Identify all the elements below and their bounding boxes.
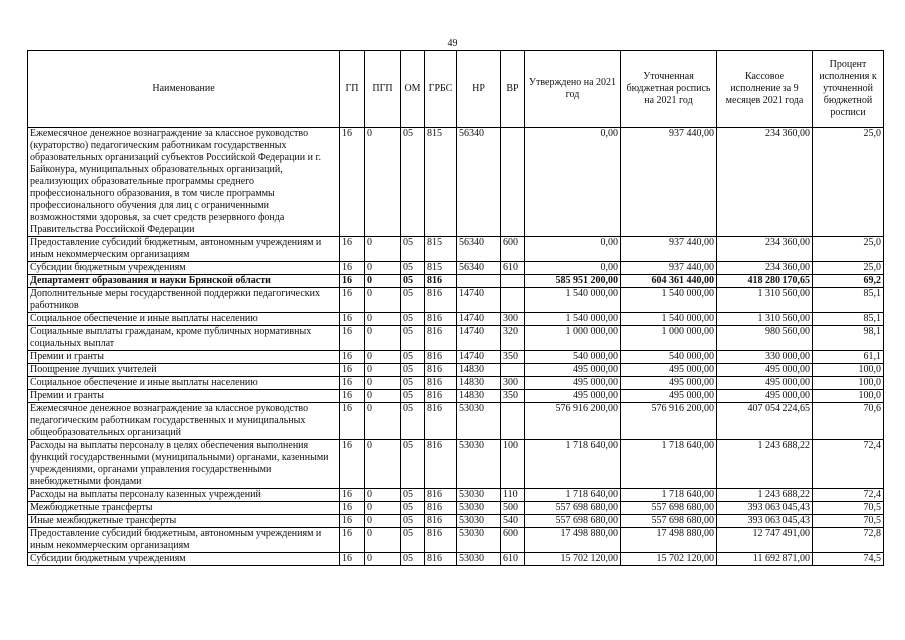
- cell-approved: 0,00: [525, 262, 621, 275]
- cell-ppgp: 0: [365, 440, 401, 489]
- cell-om: 05: [401, 288, 425, 313]
- cell-ppgp: 0: [365, 502, 401, 515]
- cell-cash: 418 280 170,65: [717, 275, 813, 288]
- cell-vr: 110: [501, 489, 525, 502]
- cell-ppgp: 0: [365, 403, 401, 440]
- table-row: [28, 403, 884, 440]
- cell-np: [457, 275, 501, 288]
- header-percent: Процент исполнения к уточненной бюджетной росписи: [813, 51, 884, 128]
- cell-ppgp: 0: [365, 275, 401, 288]
- cell-np: 56340: [457, 128, 501, 237]
- cell-cash: 1 310 560,00: [717, 313, 813, 326]
- cell-name: Поощрение лучших учителей: [28, 364, 340, 377]
- cell-vr: [501, 403, 525, 440]
- cell-gp: 16: [340, 440, 365, 489]
- cell-ppgp: 0: [365, 515, 401, 528]
- cell-om: 05: [401, 553, 425, 566]
- cell-approved: 0,00: [525, 128, 621, 237]
- cell-name: Премии и гранты: [28, 390, 340, 403]
- cell-percent: 72,4: [813, 489, 884, 502]
- table-row: [28, 326, 884, 351]
- table-row: [28, 440, 884, 489]
- cell-grbs: 815: [425, 262, 457, 275]
- cell-gp: 16: [340, 377, 365, 390]
- cell-grbs: 815: [425, 237, 457, 262]
- header-approved: Утверждено на 2021 год: [525, 51, 621, 128]
- table-row: [28, 553, 884, 566]
- cell-cash: 393 063 045,43: [717, 515, 813, 528]
- cell-om: 05: [401, 515, 425, 528]
- header-refined: Уточненная бюджетная роспись на 2021 год: [621, 51, 717, 128]
- cell-gp: 16: [340, 275, 365, 288]
- cell-om: 05: [401, 128, 425, 237]
- cell-name: Дополнительные меры государственной поддержки педагогических работников: [28, 288, 340, 313]
- table-row: [28, 377, 884, 390]
- cell-om: 05: [401, 275, 425, 288]
- cell-refined: 937 440,00: [621, 128, 717, 237]
- cell-grbs: 816: [425, 351, 457, 364]
- cell-percent: 25,0: [813, 128, 884, 237]
- cell-gp: 16: [340, 515, 365, 528]
- cell-gp: 16: [340, 288, 365, 313]
- header-cash: Кассовое исполнение за 9 месяцев 2021 года: [717, 51, 813, 128]
- cell-approved: 15 702 120,00: [525, 553, 621, 566]
- cell-ppgp: 0: [365, 237, 401, 262]
- cell-name: Социальные выплаты гражданам, кроме публичных нормативных социальных выплат: [28, 326, 340, 351]
- cell-cash: 11 692 871,00: [717, 553, 813, 566]
- cell-vr: 350: [501, 351, 525, 364]
- cell-refined: 937 440,00: [621, 262, 717, 275]
- cell-name: Социальное обеспечение и иные выплаты населению: [28, 377, 340, 390]
- table-row: [28, 390, 884, 403]
- cell-om: 05: [401, 403, 425, 440]
- cell-percent: 74,5: [813, 553, 884, 566]
- cell-np: 14740: [457, 313, 501, 326]
- header-name: Наименование: [28, 51, 340, 128]
- cell-ppgp: 0: [365, 262, 401, 275]
- cell-grbs: 815: [425, 128, 457, 237]
- cell-refined: 557 698 680,00: [621, 515, 717, 528]
- cell-np: 53030: [457, 489, 501, 502]
- cell-vr: 350: [501, 390, 525, 403]
- cell-approved: 1 540 000,00: [525, 313, 621, 326]
- cell-om: 05: [401, 489, 425, 502]
- cell-gp: 16: [340, 489, 365, 502]
- cell-name: Ежемесячное денежное вознаграждение за классное руководство (кураторство) педагогическим работникам государственных образовательных организаций субъектов Российской Федерации и г. Байконура, муниципальных образовательных организаций, реализующих образовательные программы среднего профессионального образования, в том числе программы профессионального обучения для лиц с ограниченными возможностями здоровья, за счет средств резервного фонда Правительства Российской Федерации: [28, 128, 340, 237]
- cell-om: 05: [401, 364, 425, 377]
- cell-approved: 1 540 000,00: [525, 288, 621, 313]
- cell-gp: 16: [340, 237, 365, 262]
- cell-cash: 234 360,00: [717, 262, 813, 275]
- cell-percent: 70,6: [813, 403, 884, 440]
- cell-percent: 72,4: [813, 440, 884, 489]
- cell-percent: 100,0: [813, 364, 884, 377]
- cell-gp: 16: [340, 313, 365, 326]
- cell-cash: 980 560,00: [717, 326, 813, 351]
- cell-refined: 495 000,00: [621, 377, 717, 390]
- cell-approved: 576 916 200,00: [525, 403, 621, 440]
- cell-np: 14740: [457, 326, 501, 351]
- cell-grbs: 816: [425, 553, 457, 566]
- cell-gp: 16: [340, 262, 365, 275]
- cell-vr: 610: [501, 553, 525, 566]
- cell-vr: [501, 364, 525, 377]
- cell-om: 05: [401, 237, 425, 262]
- cell-name: Субсидии бюджетным учреждениям: [28, 553, 340, 566]
- cell-ppgp: 0: [365, 364, 401, 377]
- cell-percent: 61,1: [813, 351, 884, 364]
- page-number: 49: [447, 38, 458, 49]
- cell-om: 05: [401, 313, 425, 326]
- cell-approved: 0,00: [525, 237, 621, 262]
- cell-om: 05: [401, 262, 425, 275]
- cell-np: 53030: [457, 440, 501, 489]
- header-np: НР: [457, 51, 501, 128]
- cell-np: 14830: [457, 377, 501, 390]
- table-row: [28, 237, 884, 262]
- cell-approved: 540 000,00: [525, 351, 621, 364]
- cell-refined: 937 440,00: [621, 237, 717, 262]
- cell-ppgp: 0: [365, 326, 401, 351]
- cell-grbs: 816: [425, 313, 457, 326]
- cell-om: 05: [401, 528, 425, 553]
- cell-percent: 70,5: [813, 515, 884, 528]
- cell-percent: 85,1: [813, 313, 884, 326]
- table-row: [28, 515, 884, 528]
- cell-vr: 300: [501, 313, 525, 326]
- cell-refined: 576 916 200,00: [621, 403, 717, 440]
- header-vr: ВР: [501, 51, 525, 128]
- cell-grbs: 816: [425, 288, 457, 313]
- cell-grbs: 816: [425, 515, 457, 528]
- cell-gp: 16: [340, 364, 365, 377]
- cell-refined: 1 540 000,00: [621, 288, 717, 313]
- cell-cash: 407 054 224,65: [717, 403, 813, 440]
- cell-grbs: 816: [425, 528, 457, 553]
- cell-refined: 1 540 000,00: [621, 313, 717, 326]
- cell-om: 05: [401, 351, 425, 364]
- table-row: [28, 288, 884, 313]
- cell-np: 56340: [457, 237, 501, 262]
- table-row: [28, 528, 884, 553]
- cell-ppgp: 0: [365, 553, 401, 566]
- cell-refined: 17 498 880,00: [621, 528, 717, 553]
- cell-refined: 540 000,00: [621, 351, 717, 364]
- cell-percent: 98,1: [813, 326, 884, 351]
- cell-refined: 495 000,00: [621, 390, 717, 403]
- cell-approved: 557 698 680,00: [525, 515, 621, 528]
- cell-refined: 1 718 640,00: [621, 440, 717, 489]
- cell-ppgp: 0: [365, 128, 401, 237]
- cell-percent: 69,2: [813, 275, 884, 288]
- cell-np: 53030: [457, 515, 501, 528]
- cell-np: 53030: [457, 553, 501, 566]
- cell-refined: 557 698 680,00: [621, 502, 717, 515]
- cell-gp: 16: [340, 128, 365, 237]
- cell-percent: 25,0: [813, 262, 884, 275]
- cell-gp: 16: [340, 502, 365, 515]
- cell-np: 53030: [457, 502, 501, 515]
- cell-om: 05: [401, 390, 425, 403]
- cell-name: Департамент образования и науки Брянской области: [28, 275, 340, 288]
- cell-cash: 393 063 045,43: [717, 502, 813, 515]
- cell-ppgp: 0: [365, 288, 401, 313]
- cell-name: Ежемесячное денежное вознаграждение за классное руководство педагогическим работникам государственных и муниципальных общеобразовательных организаций: [28, 403, 340, 440]
- cell-cash: 1 243 688,22: [717, 489, 813, 502]
- cell-grbs: 816: [425, 440, 457, 489]
- cell-grbs: 816: [425, 403, 457, 440]
- cell-cash: 495 000,00: [717, 390, 813, 403]
- table-row: [28, 502, 884, 515]
- cell-name: Расходы на выплаты персоналу казенных учреждений: [28, 489, 340, 502]
- cell-np: 56340: [457, 262, 501, 275]
- cell-cash: 1 310 560,00: [717, 288, 813, 313]
- cell-cash: 234 360,00: [717, 237, 813, 262]
- cell-percent: 72,8: [813, 528, 884, 553]
- cell-ppgp: 0: [365, 489, 401, 502]
- cell-approved: 1 718 640,00: [525, 440, 621, 489]
- cell-om: 05: [401, 440, 425, 489]
- cell-grbs: 816: [425, 377, 457, 390]
- cell-vr: 100: [501, 440, 525, 489]
- header-row: [28, 51, 884, 128]
- cell-vr: 320: [501, 326, 525, 351]
- header-om: ОМ: [401, 51, 425, 128]
- cell-vr: [501, 128, 525, 237]
- cell-gp: 16: [340, 403, 365, 440]
- cell-np: 14740: [457, 288, 501, 313]
- cell-percent: 70,5: [813, 502, 884, 515]
- cell-grbs: 816: [425, 390, 457, 403]
- table-row: [28, 364, 884, 377]
- cell-ppgp: 0: [365, 390, 401, 403]
- cell-approved: 495 000,00: [525, 390, 621, 403]
- cell-cash: 495 000,00: [717, 377, 813, 390]
- cell-grbs: 816: [425, 502, 457, 515]
- cell-approved: 495 000,00: [525, 377, 621, 390]
- cell-name: Предоставление субсидий бюджетным, автономным учреждениям и иным некоммерческим организациям: [28, 528, 340, 553]
- cell-name: Предоставление субсидий бюджетным, автономным учреждениям и иным некоммерческим организациям: [28, 237, 340, 262]
- cell-refined: 604 361 440,00: [621, 275, 717, 288]
- cell-cash: 495 000,00: [717, 364, 813, 377]
- cell-name: Субсидии бюджетным учреждениям: [28, 262, 340, 275]
- cell-percent: 85,1: [813, 288, 884, 313]
- cell-vr: 600: [501, 237, 525, 262]
- header-grbs: ГРБС: [425, 51, 457, 128]
- cell-refined: 495 000,00: [621, 364, 717, 377]
- table-row: [28, 275, 884, 288]
- cell-ppgp: 0: [365, 528, 401, 553]
- header-gp: ГП: [340, 51, 365, 128]
- cell-np: 14830: [457, 364, 501, 377]
- cell-vr: 540: [501, 515, 525, 528]
- cell-om: 05: [401, 502, 425, 515]
- cell-cash: 234 360,00: [717, 128, 813, 237]
- cell-approved: 585 951 200,00: [525, 275, 621, 288]
- cell-np: 14830: [457, 390, 501, 403]
- cell-name: Иные межбюджетные трансферты: [28, 515, 340, 528]
- cell-grbs: 816: [425, 489, 457, 502]
- cell-gp: 16: [340, 553, 365, 566]
- cell-om: 05: [401, 377, 425, 390]
- cell-np: 53030: [457, 403, 501, 440]
- cell-name: Премии и гранты: [28, 351, 340, 364]
- cell-cash: 1 243 688,22: [717, 440, 813, 489]
- header-ppgp: ПГП: [365, 51, 401, 128]
- cell-vr: 500: [501, 502, 525, 515]
- cell-vr: [501, 288, 525, 313]
- cell-name: Межбюджетные трансферты: [28, 502, 340, 515]
- cell-grbs: 816: [425, 364, 457, 377]
- cell-approved: 495 000,00: [525, 364, 621, 377]
- cell-grbs: 816: [425, 326, 457, 351]
- table-row: [28, 128, 884, 237]
- cell-name: Расходы на выплаты персоналу в целях обеспечения выполнения функций государственными (муниципальными) органами, казенными учреждениями, органами управления государственными внебюджетными фондами: [28, 440, 340, 489]
- cell-refined: 1 718 640,00: [621, 489, 717, 502]
- cell-name: Социальное обеспечение и иные выплаты населению: [28, 313, 340, 326]
- cell-gp: 16: [340, 390, 365, 403]
- cell-vr: 300: [501, 377, 525, 390]
- cell-om: 05: [401, 326, 425, 351]
- table-row: [28, 351, 884, 364]
- cell-percent: 100,0: [813, 377, 884, 390]
- table-row: [28, 262, 884, 275]
- cell-approved: 1 000 000,00: [525, 326, 621, 351]
- cell-gp: 16: [340, 528, 365, 553]
- cell-cash: 12 747 491,00: [717, 528, 813, 553]
- table-row: [28, 489, 884, 502]
- cell-np: 14740: [457, 351, 501, 364]
- table-row: [28, 313, 884, 326]
- cell-grbs: 816: [425, 275, 457, 288]
- cell-gp: 16: [340, 326, 365, 351]
- budget-table: [27, 50, 884, 566]
- cell-vr: 600: [501, 528, 525, 553]
- cell-vr: 610: [501, 262, 525, 275]
- cell-approved: 1 718 640,00: [525, 489, 621, 502]
- cell-vr: [501, 275, 525, 288]
- cell-ppgp: 0: [365, 313, 401, 326]
- cell-gp: 16: [340, 351, 365, 364]
- cell-ppgp: 0: [365, 351, 401, 364]
- cell-approved: 557 698 680,00: [525, 502, 621, 515]
- cell-refined: 15 702 120,00: [621, 553, 717, 566]
- table-body: [28, 128, 884, 566]
- cell-percent: 25,0: [813, 237, 884, 262]
- cell-cash: 330 000,00: [717, 351, 813, 364]
- cell-approved: 17 498 880,00: [525, 528, 621, 553]
- cell-ppgp: 0: [365, 377, 401, 390]
- cell-np: 53030: [457, 528, 501, 553]
- cell-refined: 1 000 000,00: [621, 326, 717, 351]
- cell-percent: 100,0: [813, 390, 884, 403]
